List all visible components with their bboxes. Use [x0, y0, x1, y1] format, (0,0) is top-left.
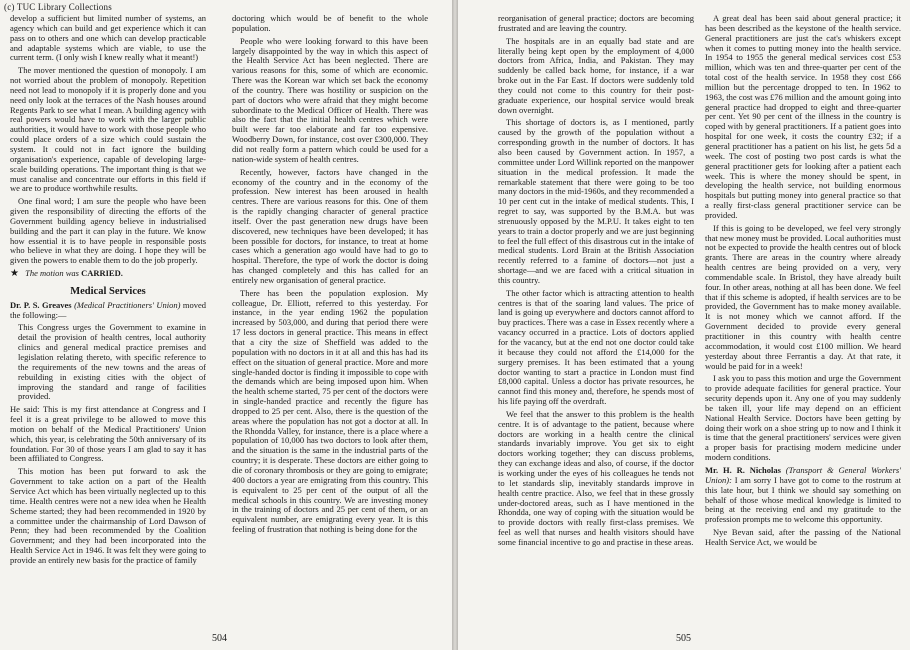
right-column-2	[705, 14, 901, 551]
paragraph: develop a sufficient but limited number of systems, an agency which can build and get experience which it can pass on to others and one which can develop practicable and adaptable systems which are viable, to use the current term. (I only wish I knew really what it meant!)	[10, 13, 206, 63]
paragraph: I ask you to pass this motion and urge the Government to provide adequate facilities for general practice. Your security depends upon it. Any one of you may suddenly be taken ill, your life may depend on an efficient National Health Service. Doctors have been getting by doing their work on a shoe string up to now and I think it is time that the general practitioners' services were given a proper basis for practising modern medicine under modern conditions.	[705, 373, 901, 463]
paragraph: The hospitals are in an equally bad state and are literally being kept open by the employment of 4,000 doctors from Africa, India, and Pakistan. They may suddenly be called back home, for instance, if a war broke out in the Far East. If doctors were suddenly told they could not come to this country for their post-graduate experience, our hospital service would break down overnight.	[498, 35, 694, 115]
star-icon: ★	[10, 268, 19, 280]
paragraph: Recently, however, factors have changed in the economy of the country and in the economy of the profession. New interest has been aroused in health centres. There are various reasons for this. One of them is the rapidly changing character of general practice itself. Over the past generation new drugs have been discovered, new techniques have been developed; it has been possible for doctors, for instance, to treat at home cases which a generation ago would have had to go to hospital. Therefore, the type of work the doctor is doing has changed completely and this has called for an entirely new organisation of general practice.	[232, 166, 428, 285]
paragraph: A great deal has been said about general practice; it has been described as the keystone of the health service. General practitioners are just the cat's whiskers except when it comes to putting money into the health service. In 1954 to 1955 the general medical services cost £53 million, which was ten and three-quarter per cent of the total cost of the health service. In 1958 they cost £66 million but the percentage dropped to ten. In 1962 to 1963, the cost was £76 million and the amount going into general practice had dropped to eight and three-quarter per cent. Yet 90 per cent of the illness in the country is coped with by general practitioners. If a patient goes into hospital for one week, it costs the country £32; if a general practitioner has a patient on his list, he gets 5d a week. The cost of posting two post cards is what the general practitioner gets for looking after a patient each week. This is where the money should be spent, in developing the health service, not building enormous hospitals but putting money into general practice so that a really first-class general practitioner service can be provided.	[705, 13, 901, 220]
paragraph: The other factor which is attracting attention to health centres is that of the soaring land values. The price of land is going up everywhere and doctors cannot afford to buy practices. There was a case in Essex recently where a vacancy occurred in a practice. Lots of doctors applied for the vacancy, but at the end not one doctor could take it because they could not afford the £14,000 for the surgery premises. It has been estimated that a young doctor wanting to start a practice in London must find £8,000 capital. Unless a doctor has private resources, he cannot find this money and, therefore, he spends most of his life paying off the overdraft.	[498, 287, 694, 407]
page-number: 505	[676, 633, 691, 644]
left-column-1	[10, 14, 206, 569]
paragraph: This motion has been put forward to ask the Government to take action on a part of the Health Service Act which has been virtually neglected up to this time. Health centres were not a new idea when he Health Scheme started; they had been recommended in 1920 by a committee under the chairmanship of Lord Dawson of Penn; they had been recommended by the Coalition Government; and they had been incorporated into the Health Service Act in 1946. It was felt they were going to provide an entirely new basis for the practice of family	[10, 466, 206, 565]
paragraph: The mover mentioned the question of monopoly. I am not worried about the problem of monopoly. Repetition need not lead to monopoly if it is properly done and you need only look at the terraces of the Nash houses around Regents Park to see what I mean. A building agency with real powers would have to work with the larger public authorities, it would have to work with those people who could place orders of a size which could sustain the system. It could not in fact ignore the building organisation's experience, capable of developing large-scale building operations. The important thing is that we must canalise and concentrate our efforts in this field if we are to produce worthwhile results.	[10, 65, 206, 194]
watermark: (c) TUC Library Collections	[4, 2, 112, 12]
paragraph: There has been the population explosion. My colleague, Dr. Elliott, referred to this yesterday. For instance, in the year ending 1962 the population increased by 503,000, and during that period there were 17 less doctors in general practice. This means in effect that a city the size of Sheffield was added to the population with no doctors in it at all and this has had its effect on the situation of general practice. More and more single-handed doctor is finding it impossible to cope with the demands which are being imposed upon him. When the health scheme started, 75 per cent of the doctors were in single-handed practice and recently the figure has dropped to 25 per cent. Also, there is the question of the areas where the population has not got a doctor at all. In the Rhondda Valley, for instance, there is a place where a population of 10,000 has two doctors to look after them, and the situation is the same in the industrial parts of the country; it is desperate. These doctors are either going to die of coronary thrombosis or they are going to emigrate; 400 doctors a year are emigrating from this country. This is equivalent to 25 per cent of the output of all the medical schools in this country. We are investing money in the training of doctors and 25 per cent of them, or an equivalent number, are emigrating every year. It is this feeling of frustration that nothing is being done for the	[232, 287, 428, 535]
speaker-line: Dr. P. S. Greaves (Medical Practitioners' Union) moved the following:—	[10, 299, 207, 320]
paragraph: This shortage of doctors is, as I mentioned, partly caused by the growth of the population without a corresponding growth in the number of doctors. It has also been caused by Government action. In 1957, a committee under Lord Willink reported on the manpower situation in the medical profession. It made the remarkable statement that there were going to be too many doctors in the mid-1960s, and they recommended a 10 per cent cut in the intake of medical students. This, I regret to say, was supported by the B.M.A. but was strenuously opposed by the M.P.U. It takes eight to ten years to train a doctor properly and we are just beginning to feel the full effect of this disastrous cut in the intake of medical students. Lord Brain at the British Association recently referred to a famine of doctors—not just a shortage—and we are faced with a critical situation in this country.	[498, 117, 694, 285]
paragraph: People who were looking forward to this have been largely disappointed by the way in which this aspect of the Health Service Act has been neglected. There are various reasons for this, some of which are economic. There was the Korean war which set back the economy of the country. There was hostility or suspicion on the part of doctors who were afraid that they might become subordinate to the Medical Officer of Health. There was also the fact that the initial health centres which were built were far too elaborate and far too expensive. Woodberry Down, for instance, cost over £300,000. They did not really form a pattern which could be used for a nation-wide system of health centres.	[232, 35, 428, 164]
right-column-1	[498, 14, 694, 551]
left-column-2	[232, 14, 428, 538]
paragraph: One final word; I am sure the people who have been given the responsibility of directing the efforts of the Government building agency believe in industrialised building and the part it can play in the future. We know how essential it is to have people in responsible posts who believe in what they are doing. I hope they will be given the powers to enable them to do the job properly.	[10, 196, 206, 266]
paragraph: reorganisation of general practice; doctors are becoming frustrated and are leaving the country.	[498, 13, 694, 33]
paragraph: doctoring which would be of benefit to the whole population.	[232, 13, 428, 33]
motion-text: This Congress urges the Government to examine in detail the provision of health centres, local authority clinics and general medical practice premises and legislation relating thereto, with specific reference to the requirements of the new towns and the areas of rebuilding in existing cities with the object of improving the standard and range of facilities provided.	[18, 322, 206, 402]
speaker-line: Mr. H. R. Nicholas (Transport & General Workers' Union): I am sorry I have got to come to the rostrum at this late hour, but I think we should say something on behalf of those whose medical knowledge is limited to being at the receiving end and my gratitude to the profession prompts me to welcome this opportunity.	[705, 464, 902, 525]
speaker-union: (Medical Practitioners' Union)	[74, 299, 181, 310]
paragraph: Nye Bevan said, after the passing of the National Health Service Act, we would be	[705, 527, 901, 547]
right-page	[458, 0, 910, 650]
motion-result: ★ The motion was CARRIED.	[10, 268, 123, 280]
section-title: Medical Services	[70, 285, 146, 297]
page-number: 504	[212, 633, 227, 644]
speaker-name: Mr. H. R. Nicholas	[705, 464, 781, 475]
speaker-union: (Transport & General Workers' Union):	[705, 464, 901, 485]
left-page	[0, 0, 452, 650]
paragraph: He said: This is my first attendance at Congress and I feel it is a great privilege to be allowed to move this motion on behalf of the Medical Practitioners' Union which, this year, is celebrating the 50th anniversary of its foundation. For 30 of those years I am glad to say it has been affiliated to Congress.	[10, 404, 206, 464]
paragraph: If this is going to be developed, we feel very strongly that new money must be provided. Local authorities must not be expected to provide the health centres out of block grants. There are areas in the country where already health centres are being provided on a very, very commendable scale. In Bristol, they have already built four. In other areas, nothing at all has been done. We feel that if this scheme is adopted, if health services are to be provided, the Government has to make money available. It is not money which we cannot afford. If the Government decided to provide every general practitioner in this country with health centre accommodation, it would cost £100 million. We heard yesterday about three Ferrantis a day. At that rate, it would be paid for in a week!	[705, 222, 901, 371]
paragraph: We feel that the answer to this problem is the health centre. It is of advantage to the patient, because where doctors are working in a health centre the clinical standards invariably improve. You get six to eight doctors working together; they can discuss problems, they can exchange ideas and also, of course, if the doctor is working under the eyes of his colleagues he tends not to let standards slip, inevitably standards improve in health centre practice. Also, we feel that in these grossly under-doctored areas, such as I have mentioned in the Rhondda, one way of coping with the situation would be to provide doctors with really first-class premises. We feel as well that nurses and health visitors should have some financial incentive to go and practise in these areas.	[498, 408, 694, 547]
speaker-name: Dr. P. S. Greaves	[10, 299, 72, 310]
